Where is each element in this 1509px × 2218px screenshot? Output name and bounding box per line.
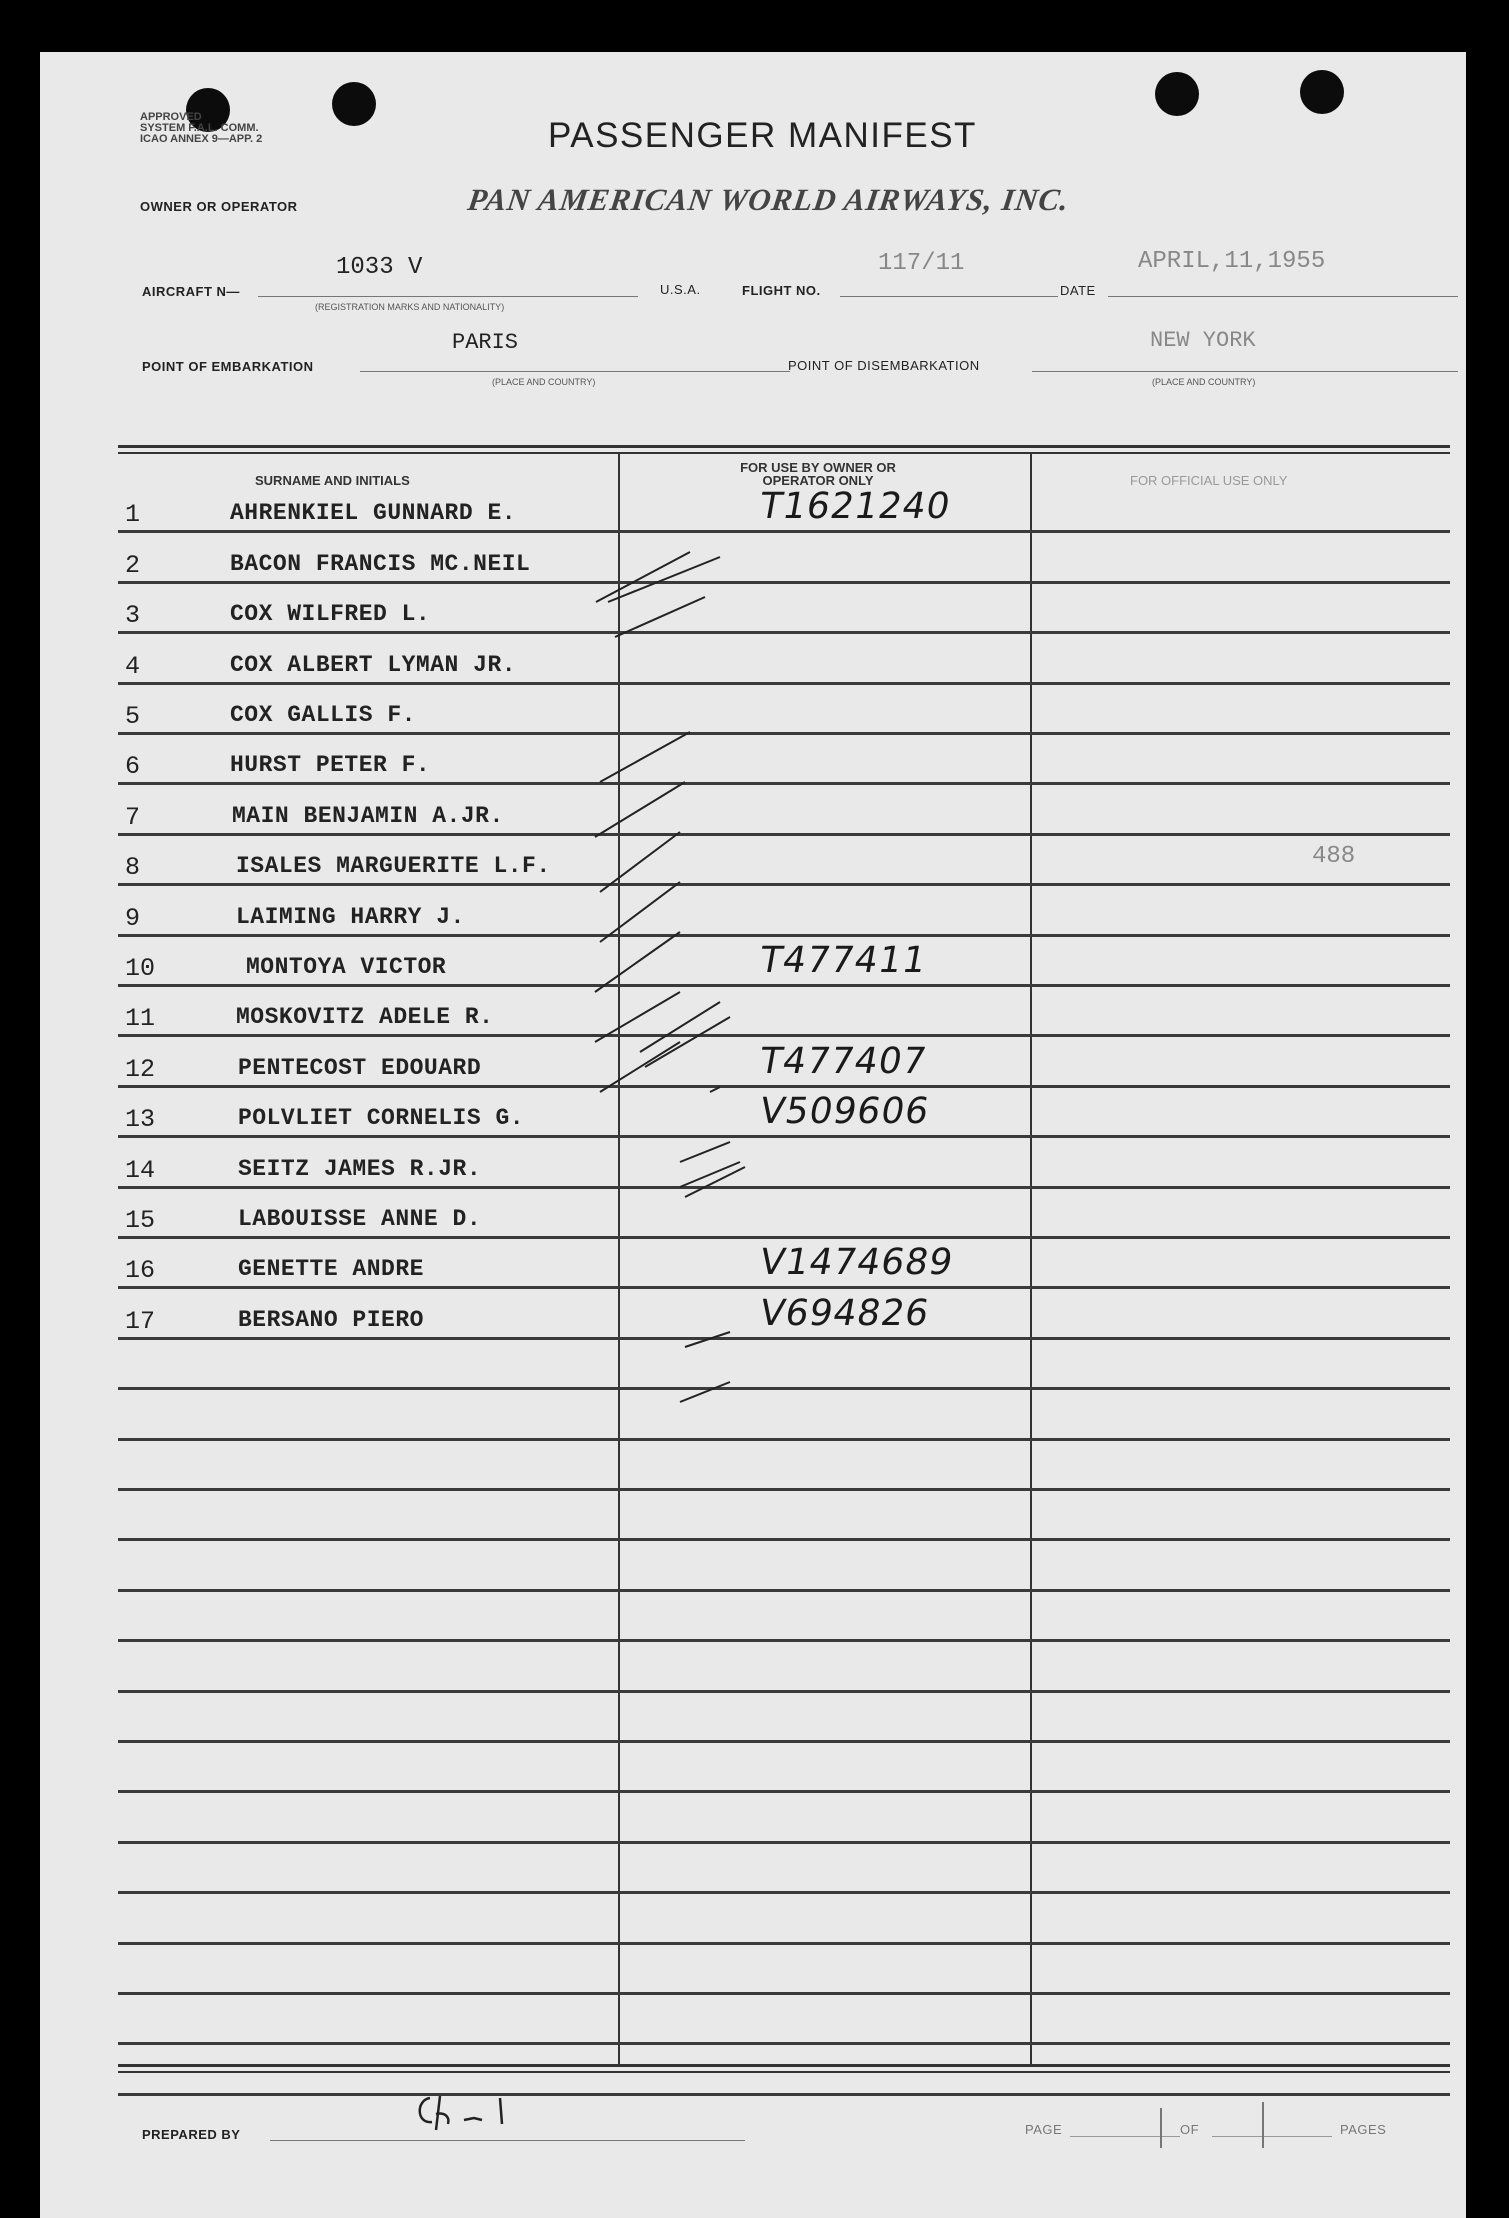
row-number: 12	[125, 1055, 156, 1084]
embark-value: PARIS	[452, 330, 519, 355]
col-official-header: FOR OFFICIAL USE ONLY	[1130, 473, 1288, 488]
of-label: OF	[1180, 2122, 1200, 2137]
check-mark	[680, 1142, 730, 1162]
ticket-number: T477411	[756, 940, 931, 981]
check-mark	[685, 1332, 730, 1347]
passenger-name: BACON FRANCIS MC.NEIL	[230, 551, 531, 577]
disembark-caption: (PLACE AND COUNTRY)	[1152, 377, 1256, 387]
owner-value: PAN AMERICAN WORLD AIRWAYS, INC.	[465, 182, 1072, 217]
ticket-number: V1474689	[756, 1242, 957, 1283]
manifest-page	[40, 52, 1466, 2218]
row-number: 15	[125, 1206, 156, 1235]
usa-label: U.S.A.	[660, 282, 701, 297]
ticket-number: T477407	[756, 1041, 931, 1082]
passenger-name: GENETTE ANDRE	[238, 1256, 424, 1282]
pages-label: PAGES	[1340, 2122, 1387, 2137]
check-mark	[595, 932, 680, 992]
passenger-name: BERSANO PIERO	[238, 1307, 424, 1333]
row-number: 2	[125, 551, 141, 580]
row-number: 8	[125, 853, 141, 882]
passenger-name: HURST PETER F.	[230, 752, 431, 778]
passenger-name: LAIMING HARRY J.	[236, 904, 465, 930]
ticket-number: V509606	[756, 1091, 933, 1132]
embark-label: POINT OF EMBARKATION	[142, 359, 314, 374]
passenger-name: COX GALLIS F.	[230, 702, 416, 728]
punch-hole	[332, 82, 376, 126]
passenger-name: PENTECOST EDOUARD	[238, 1055, 482, 1081]
row-number: 11	[125, 1004, 156, 1033]
owner-label: OWNER OR OPERATOR	[140, 199, 298, 214]
passenger-name: AHRENKIEL GUNNARD E.	[230, 500, 517, 526]
row-line	[118, 2042, 1450, 2045]
registration-caption: (REGISTRATION MARKS AND NATIONALITY)	[315, 302, 505, 312]
col-owner-header: FOR USE BY OWNER OR OPERATOR ONLY	[740, 460, 896, 488]
signature-scribble	[410, 2090, 540, 2140]
ticket-number: T1621240	[756, 486, 954, 527]
check-mark	[615, 597, 705, 637]
check-mark	[600, 1042, 680, 1092]
page-title: PASSENGER MANIFEST	[548, 116, 977, 155]
row-number: 4	[125, 652, 141, 681]
ticket-number: V694826	[756, 1293, 933, 1334]
check-marks	[40, 452, 1466, 1952]
flight-label: FLIGHT NO.	[742, 283, 821, 298]
official-note: 488	[1312, 843, 1356, 870]
row-number: 9	[125, 904, 141, 933]
check-mark	[600, 832, 680, 892]
disembark-value: NEW YORK	[1150, 328, 1256, 353]
check-mark	[600, 882, 680, 942]
row-number: 7	[125, 803, 141, 832]
embark-caption: (PLACE AND COUNTRY)	[492, 377, 596, 387]
punch-hole	[1300, 70, 1344, 114]
check-mark	[600, 732, 690, 782]
row-number: 16	[125, 1256, 156, 1285]
col-surname-header: SURNAME AND INITIALS	[255, 473, 410, 488]
passenger-name: SEITZ JAMES R.JR.	[238, 1156, 482, 1182]
passenger-name: MAIN BENJAMIN A.JR.	[232, 803, 504, 829]
date-value: APRIL,11,1955	[1138, 248, 1326, 275]
passenger-name: LABOUISSE ANNE D.	[238, 1206, 482, 1232]
prepared-label: PREPARED BY	[142, 2127, 241, 2142]
passenger-name: COX ALBERT LYMAN JR.	[230, 652, 517, 678]
row-number: 1	[125, 500, 141, 529]
passenger-name: MONTOYA VICTOR	[246, 954, 447, 980]
passenger-name: ISALES MARGUERITE L.F.	[236, 853, 551, 879]
approval-stamp: APPROVED SYSTEM F.A.L. COMM. ICAO ANNEX 9—APP. 2	[140, 111, 263, 145]
check-mark	[680, 1382, 730, 1402]
page-mark	[1160, 2108, 1162, 2148]
row-number: 14	[125, 1156, 156, 1185]
punch-hole	[1155, 72, 1199, 116]
row-number: 3	[125, 601, 141, 630]
check-mark	[710, 1087, 720, 1092]
row-line	[118, 1992, 1450, 1995]
row-number: 17	[125, 1307, 156, 1336]
disembark-label: POINT OF DISEMBARKATION	[788, 358, 980, 373]
passenger-name: MOSKOVITZ ADELE R.	[236, 1004, 494, 1030]
passenger-name: COX WILFRED L.	[230, 601, 431, 627]
date-label: DATE	[1060, 283, 1096, 298]
aircraft-label: AIRCRAFT N—	[142, 284, 240, 299]
row-number: 5	[125, 702, 141, 731]
flight-value: 117/11	[878, 250, 965, 277]
page-mark	[1262, 2102, 1264, 2148]
page-label: PAGE	[1025, 2122, 1063, 2137]
check-mark	[595, 782, 685, 837]
passenger-name: POLVLIET CORNELIS G.	[238, 1105, 525, 1131]
row-number: 6	[125, 752, 141, 781]
check-mark	[608, 557, 720, 602]
row-line	[118, 2093, 1450, 2096]
row-number: 10	[125, 954, 156, 983]
aircraft-value: 1033 V	[336, 254, 423, 281]
row-number: 13	[125, 1105, 156, 1134]
check-mark	[596, 552, 690, 602]
